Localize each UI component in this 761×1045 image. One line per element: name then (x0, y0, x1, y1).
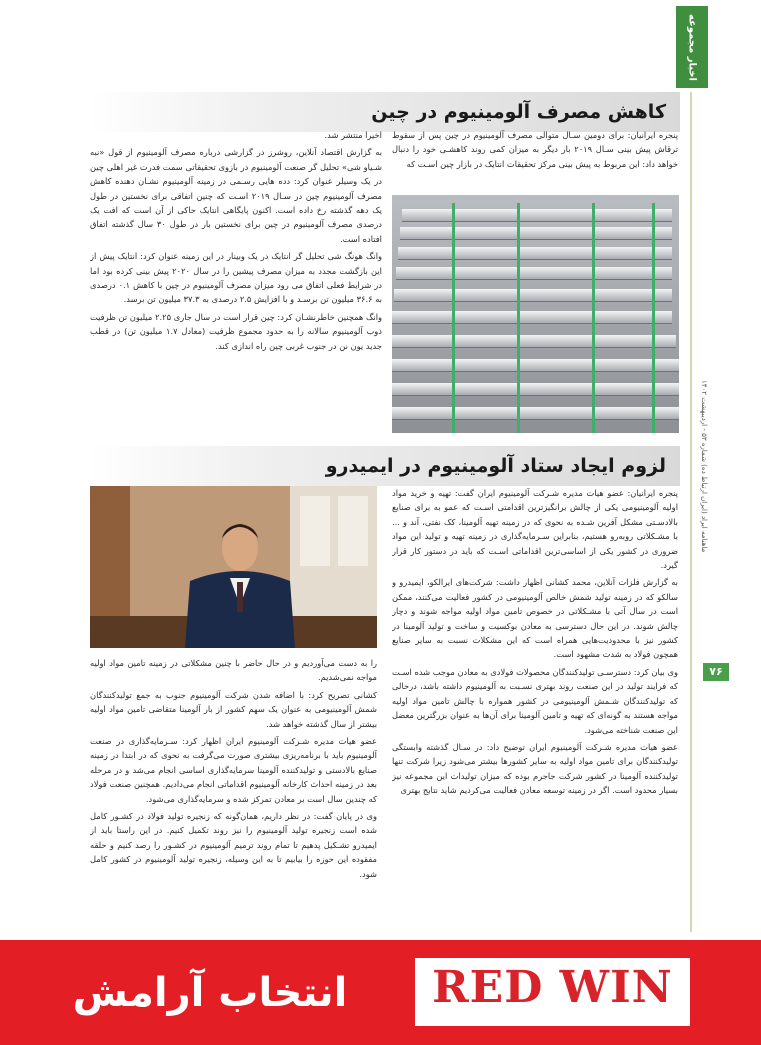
paragraph: وی در پایان گفت: در نظر داریم، همان‌گونه که زنجیره تولید فولاد در کشـور کامل شده است زنجیره تولید آلومینیوم را نیز روند تکمیل کنیم. در این راستا باید از ایمیدرو تشـکیل پدهیم تا تمام روند ترمیم آلومینیوم در کشـور را رصد کنیم و حلقه مفقوده این حوزه را بیابیم تا به این وسیله، زنجیره تولید آلومینیوم در کشور کامل شود. (90, 811, 377, 879)
portrait-illustration (90, 486, 377, 648)
paragraph: را به دست می‌آوردیم و در حال حاضر با چنین مشکلاتی در زمینه تامین مواد اولیه مواجه نمی‌شدیم. (90, 658, 377, 683)
paragraph: پنجره ایرانیان: برای دومین سـال متوالی مصرف آلومینیوم در چین پس از سقوط ترقاش پیش بینی سـال ۲۰۱۹ بار دیگر به میزان کمی روند کاهشـی خود را دنبال خواهد داد: این مربوط به پیش بینی مرکز تحقیقات انتایک در بازار چین اسـت که (392, 130, 678, 169)
article2-title: لزوم ایجاد ستاد آلومینیوم در ایمیدرو (90, 446, 680, 486)
paragraph: اخیرا منتشر شد. (324, 130, 382, 140)
paragraph: پنجره ایرانیان: عضو هیات مدیره شـرکت آلومینیوم ایران گفت: تهیه و خرید مواد اولیه آلومینیومی یکی از چالش برانگیزترین اقدامتی اسـت که عمو به برای صنایع بالادسـتی مشکل آفرین شـده به نحوی که در زمینه تهیه آلومینا، کک نفتی، آند و ... با مشـکلاتی روبه‌رو هستیم، بنابراین سـرمایه‌گذاری در زمینه تهیه و تولید این مواد ضروری در کشور یکی از اساسی‌ترین اقداماتی اسـت که باید در دستور کار قرار گیرد. (392, 488, 678, 571)
paragraph: وانگ همچنین خاطرنشـان کرد: چین قرار است در سال جاری ۲.۲۵ میلیون تن ظرفیت ذوب آلومینیوم سالانه را به حدود مجموع ظرفیت (معادل ۱.۷ میلیون تن) در قطب جدید یون نن در جنوب غربی چین راه اندازی کند. (90, 311, 382, 351)
ad-slogan: انتخاب آرامش (72, 970, 348, 1016)
paragraph: به گزارش اقتصاد آنلاین، روشرز در گزارشی درباره مصرف آلومینیوم از قول «نبه شـیاو شی» تحلیل گر صنعت آلومینیوم در بازوی تحقیقاتی سمت فدرت غیر اهلی چین در یک وسیلر عنوان کرد: دده هایی رسـمی در زمینه آلومینیوم نشـان دهنده کاهش مصرف آلومینیوم چین در سـال ۲۰۱۹ اسـت که چنین اتفاقی برای نخستین در طول یک دهه گذشته رخ داده است. اکنون پایگاهی انتایک حاکی از آن است که افت یک درصدی مصرف آلومینیوم در چین برای نخستین بار در طول ۳۰ سال گذشته اتفاق افتاده است. (90, 147, 382, 244)
portrait-photo (90, 486, 377, 648)
aluminium-ingots-photo (392, 195, 679, 433)
paragraph: عضو هیات مدیره شـرکت آلومینیوم ایران توضیح داد: در سـال گذشته وابستگی تولیدکنندگان برای تامین مواد اولیه به سایر کشورها بیشتر می‌شود زیرا شرکت تنها تولیدکننده آلومینا در کشور شرکت جاجرم بوده که میزان تولیدات این مجموعه نیز بسیار محدود است. اگر در زمینه توسعه معادن فعالیت می‌کردیم شاید نتایج بهتری (392, 741, 678, 796)
paragraph: عضو هیات مدیره شـرکت آلومینیوم ایران اظهار کرد: سـرمایه‌گذاری در صنعت آلومینیوم باید با برنامه‌ریزی بیشتری صورت می‌گرفت به نحوی که در ابتدا در زمینه صنایع بالادستی و تولیدکننده آلومینا سرمایه‌گذاری اساسی انجام می‌شد و در مرحله بعد در زمینه احداث کارخانه آلومینیوم اقداماتی انجام می‌دادیم. همچنین صنعت فولاد که چندین سال است بر معادن تمرکز شده و سرمایه‌گذاری می‌شود. (90, 736, 377, 804)
paragraph: به گزارش فلزات آنلاین، محمد کشانی اظهار داشت: شرکت‌های ایرالکو، ایمیدرو و سالکو که در زمینه تولید شمش خالص آلومینیومی در کشور فعالیت می‌کنند، ممکن است در سال آتی با مشـکلاتی در خصوص تامین مواد اولیه مواجه شوند و دچار چالش شوند. در این حال دسترسی به معادن بوکسیت و ساخت و تولید آلومینا در کشور نیز با محدودیت‌هایی همراه است که این مشکلات نسبت به سایر صنایع همچون فولاد به شدت مشهود است. (392, 577, 678, 660)
paragraph: کشانی تصریح کرد: با اضافه شدن شرکت آلومینیوم جنوب به جمع تولیدکنندگان شمش آلومینیومی به عنوان یک سهم کشور از بار آلومینا متقاضی تامین مواد اولیه بیشتر از سال گذشته خواهد شد. (90, 689, 377, 729)
paragraph: وانگ هونگ شی تحلیل گر انتایک در یک وبینار در این زمینه عنوان کرد: انتایک پیش از این بازگشت مجدد به میزان مصرف پیشین را در سال ۲۰۲۰ پیش بینی کرده بود اما در شرایط فعلی اتفاق می رود میزان مصرف آلومینیوم در چین با کاهش ۰.۱ درصدی به ۳۶.۶ میلیون تن برسـد و با افزایش ۲.۵ درصدی به ۳۷.۳ میلیون تن برسد. (90, 251, 382, 305)
section-tab: اخبار مجموعه (676, 6, 708, 88)
paragraph: وی بیان کرد: دسترسـی تولیدکنندگان محصولات فولادی به معادن موجب شده اسـت که فرایند تولید در این صنعت روند بهتری نسـبت به آلومینیوم داشته باشد، درحالی که تولیدکنندگان شـمش آلومینیومی در کشور همواره با چالش تامین مواد اولیه مواجه هستند به گونه‌ای که تهیه و تامین آلومینا برای آن‌ها به عنوان بزرگترین معضل این صنعت شناخته می‌شود. (392, 666, 678, 735)
sidebar-rule (690, 92, 692, 932)
sidebar-issue-text: ماهنامه ایراد (ایران ارتباط ده) شماره ۵۳ - اردیبهشت ۱۴۰۲ (700, 380, 708, 553)
article1-col-right (392, 128, 678, 190)
article2-col-left (90, 656, 377, 931)
article1-col-left (90, 128, 382, 433)
page-number: ۷۶ (703, 663, 729, 681)
brand-logo: RED WIN (432, 962, 673, 1013)
article1-title: کاهش مصرف آلومینیوم در چین (90, 92, 680, 132)
article2-col-right (392, 486, 678, 931)
